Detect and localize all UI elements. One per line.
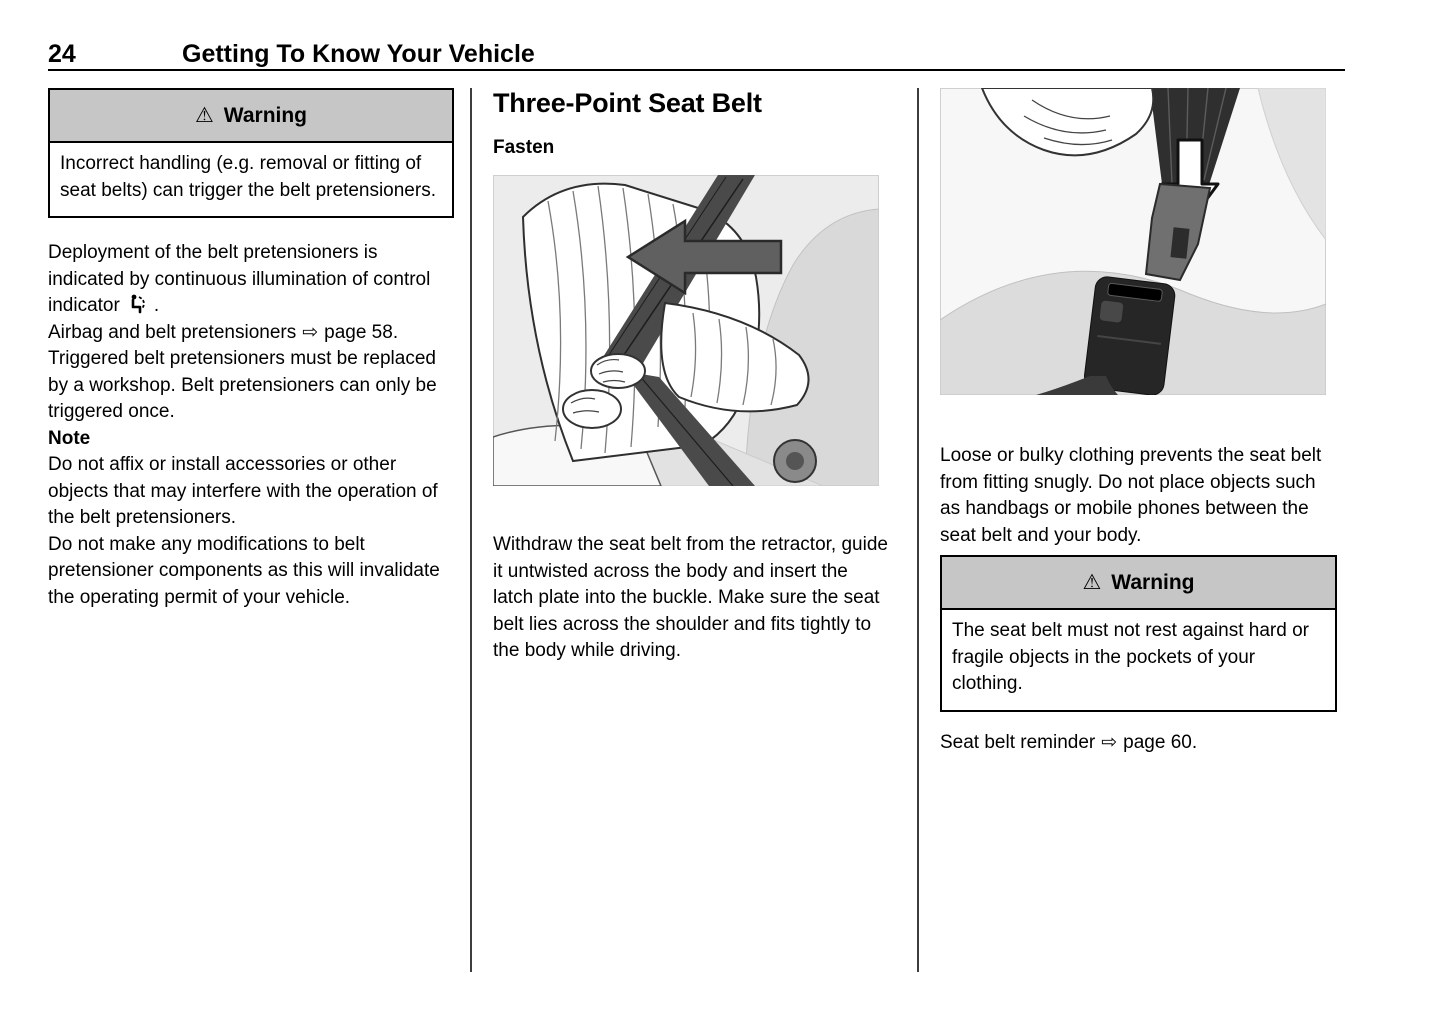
section-heading: Three-Point Seat Belt (493, 88, 762, 118)
header-rule (48, 69, 1345, 71)
column-divider (470, 88, 472, 972)
warning-body-text: Incorrect handling (e.g. removal or fitting of seat belts) can trigger the belt pretensioners. (60, 153, 436, 201)
page-ref-arrow-icon: ⇨ (1101, 731, 1118, 753)
loose-clothing-text: Loose or bulky clothing prevents the seat belt from fitting snugly. Do not place objects such as handbags or mobile phones between the seat belt and your body. (940, 445, 1322, 546)
page-title: Getting To Know Your Vehicle (182, 40, 535, 68)
pretensioner-deployment-text: Deployment of the belt pretensioners is indicated by continuous illumination of control indicator . (48, 242, 431, 316)
warning-box-header (942, 557, 1335, 610)
warning-icon: ⚠ (194, 104, 214, 127)
warning-box-header (50, 90, 452, 143)
warning-body-text: The seat belt must not rest against hard or fragile objects in the pockets of your clothing. (952, 620, 1309, 694)
left-column (48, 88, 454, 611)
airbag-pretensioners-page-ref: Airbag and belt pretensioners ⇨ page 58. (48, 321, 399, 343)
warning-icon: ⚠ (1082, 571, 1102, 594)
right-column (940, 88, 1337, 756)
note-text-1: Do not affix or install accessories or other objects that may interfere with the operation of the belt pretensioners. (48, 454, 438, 528)
warning-box-pretensioners (48, 88, 454, 218)
seat-belt-reminder-ref: Seat belt reminder ⇨ page 60. (940, 731, 1198, 753)
airbag-indicator-icon (127, 293, 149, 315)
note-label: Note (48, 427, 91, 449)
page-ref-arrow-icon: ⇨ (302, 321, 319, 343)
middle-column (493, 88, 891, 665)
page-ref-target: page 60. (1123, 731, 1198, 753)
fasten-instructions-text: Withdraw the seat belt from the retractor, guide it untwisted across the body and insert the latch plate into the buckle. Make sure the seat belt lies across the shoulder and fits tightly to the body while driving. (493, 534, 888, 661)
warning-title: Warning (1111, 571, 1195, 594)
subsection-heading: Fasten (493, 137, 555, 158)
note-text-2: Do not make any modifications to belt pretensioner components as this will invalidate the operating permit of your vehicle. (48, 533, 440, 608)
warning-title: Warning (223, 104, 308, 127)
buckle-latch-illustration (940, 88, 1326, 395)
page-ref-target: page 58. (324, 321, 399, 343)
triggered-pretensioners-text: Triggered belt pretensioners must be replaced by a workshop. Belt pretensioners can only be triggered once. (48, 348, 437, 422)
page-number: 24 (48, 40, 76, 68)
fasten-seat-belt-illustration (493, 175, 879, 486)
column-divider (917, 88, 919, 972)
warning-box-seat-belt (940, 555, 1337, 712)
